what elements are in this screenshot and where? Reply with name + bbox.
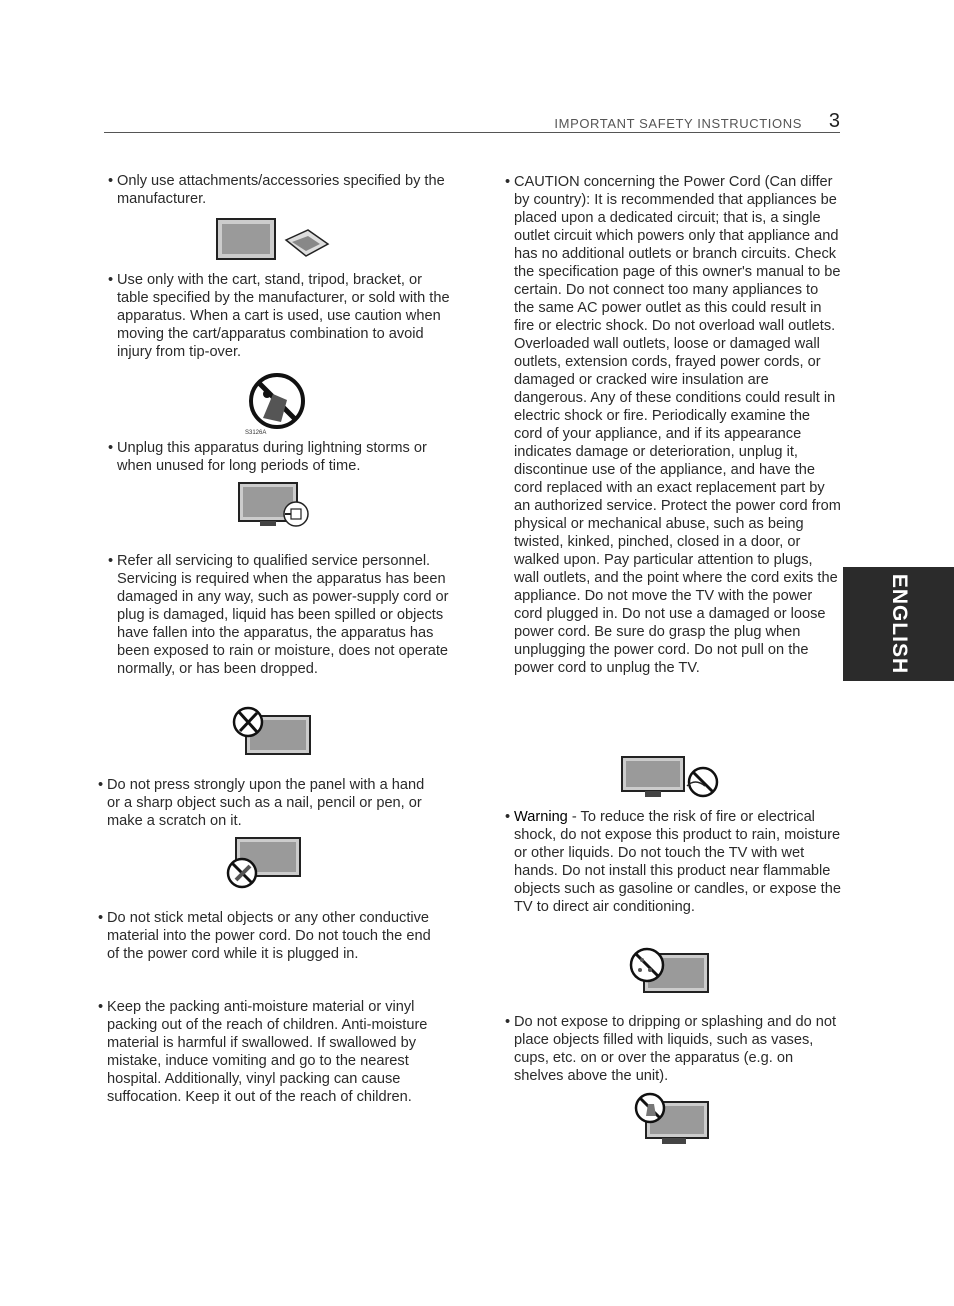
warning-fire-shock: • Warning - To reduce the risk of fire or electrical shock, do not expose this product to rain, moisture or other liquids. Do not touch the TV with wet hands. Do not install this product near flammable objects such as gasoline or candles, or expose the TV to direct air conditioning. (505, 809, 841, 915)
instruction-dripping-splashing: • Do not expose to dripping or splashing and do not place objects filled with liquids, such as vases, cups, etc. on or over the apparatus (e.g. on shelves above the unit). (505, 1014, 837, 1084)
accessories-illustration (216, 218, 334, 262)
servicing-tools-illustration (232, 706, 312, 760)
page-number: 3 (828, 110, 840, 132)
instruction-cart: • Use only with the cart, stand, tripod, bracket, or table specified by the manufacturer, or sold with the apparatus. When a cart is used, use caution when moving the cart/apparatus combination to avoid injury from tip-over. (108, 272, 450, 360)
caution-power-cord: • CAUTION concerning the Power Cord (Can differ by country): It is recommended that appliances be placed upon a dedicated circuit; that is, a single outlet circuit which powers only that appliance and has no additional outlets or branch circuits. Check the specification page of this owner's manual to be certain. Do not connect too many appliances to the same AC power outlet as this could result in fire or electric shock. Do not overload wall outlets. Overloaded wall outlets, loose or damaged wall outlets, extension cords, frayed power cords, or damaged or cracked wire insulation are dangerous. Any of these conditions could result in electric shock or fire. Periodically examine the cord of your appliance, and if its appearance indicates damage or deterioration, unplug it, discontinue use of the appliance, and have the cord replaced with an exact replacement part by an authorized service. Protect the power cord from physical or mechanical abuse, such as being twisted, kinked, pinched, closed in a door, or walked upon. Pay particular attention to plugs, wall outlets, and the point where the cord exits the appliance. Do not move the TV with the power cord plugged in. Do not use a damaged or loose power cord. Be sure do grasp the plug when unplugging the power cord. Do not pull on the power cord to unplug the TV. (505, 174, 841, 676)
no-vase-on-tv-illustration (634, 1092, 710, 1148)
instruction-power-cord-metal: • Do not stick metal objects or any other conductive material into the power cord. Do not touch the end of the power cord while it is plugged in. (98, 910, 431, 962)
instruction-unplug: • Unplug this apparatus during lightning storms or when unused for long periods of time. (108, 440, 427, 474)
page-header (104, 110, 840, 133)
unplug-tv-illustration (238, 482, 312, 528)
header-title: IMPORTANT SAFETY INSTRUCTIONS (554, 116, 802, 131)
instruction-panel-pressure: • Do not press strongly upon the panel with a hand or a sharp object such as a nail, pencil or pen, or make a scratch on it. (98, 777, 425, 829)
language-tab-label: ENGLISH (888, 573, 911, 675)
warning-lead: Warning (514, 809, 568, 825)
cart-warning-code: S3126A (245, 430, 267, 436)
language-tab (843, 567, 954, 681)
no-liquids-tv-illustration (628, 946, 712, 996)
power-cord-tv-illustration (621, 756, 721, 800)
instruction-servicing: • Refer all servicing to qualified service personnel. Servicing is required when the apparatus has been damaged in any way, such as power-supply cord or plug is damaged, liquid has been spilled or objects have fallen into the apparatus, the apparatus has been exposed to rain or moisture, does not operate normally, or has been dropped. (108, 553, 449, 677)
instruction-packing-material: • Keep the packing anti-moisture material or vinyl packing out of the reach of children. Anti-moisture material is harmful if swallowed. If swallowed by mistake, induce vomiting and go to the nearest hospital. Additionally, vinyl packing can cause suffocation. Keep it out of the reach of children. (98, 999, 428, 1105)
cart-tipover-warning-icon (243, 372, 309, 436)
instruction-accessories: • Only use attachments/accessories specified by the manufacturer. (108, 173, 445, 207)
no-scratch-panel-illustration (226, 836, 302, 890)
